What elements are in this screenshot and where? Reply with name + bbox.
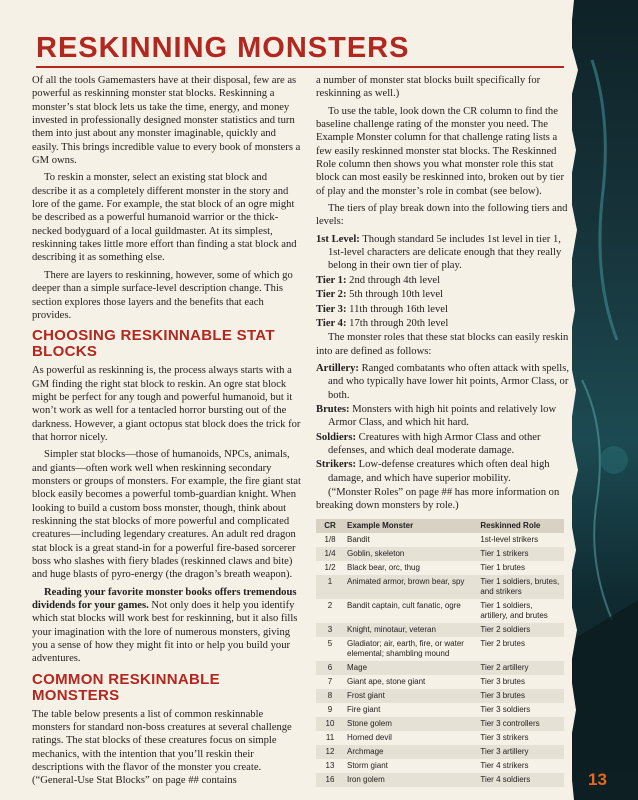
tier-item: [316, 317, 571, 330]
page-number: 13: [588, 770, 607, 789]
tier-label: Tier 3:: [316, 303, 347, 315]
intro-paragraph: Of all the tools Gamemasters have at their disposal, few are as powerful as reskinning monster stat blocks. Reskinning a monster’s stat block lets us take the time, energy, and money invested in professionally designed monster statistics and turn them into just about any monster imaginable, quickly and easily. This brings incredible value to every book of monsters a GM owns.: [32, 75, 301, 167]
tier-label: Tier 4:: [316, 317, 347, 329]
table-row: [316, 575, 564, 599]
table-row: [316, 599, 564, 623]
tier-list: [316, 233, 571, 330]
cell-example-monster: Horned devil: [347, 732, 392, 742]
cell-cr: 9: [327, 704, 333, 714]
cell-example-monster: Frost giant: [344, 689, 477, 703]
role-label: Brutes:: [316, 403, 350, 415]
role-item: [316, 458, 571, 485]
header-example-monster: Example Monster: [344, 519, 477, 533]
common-paragraph: The table below presents a list of common reskinnable monsters for standard non-boss creatures at several challenge ratings. The stat blocks of these creatures focus on simple mechanics, with the intention that you’ll reskin their descriptions with the flavor of the monster you create. (“General-Use Stat Blocks” on page ## contains: [32, 708, 292, 787]
reading-paragraph: [32, 586, 302, 666]
cell-reskinned-role: Tier 2 artillery: [477, 661, 564, 675]
cell-cr: 1: [316, 575, 344, 599]
role-item: [316, 362, 571, 402]
cell-reskinned-role: Tier 1 brutes: [480, 562, 525, 572]
cell-cr: 10: [316, 717, 344, 731]
cell-cr: 5: [327, 638, 333, 648]
cell-cr: 11: [325, 732, 335, 742]
cell-reskinned-role: Tier 1 soldiers, brutes, and strikers: [477, 575, 564, 599]
section-heading-choosing: CHOOSING RESKINNABLE STAT BLOCKS: [32, 327, 275, 361]
cell-cr: 7: [327, 676, 333, 686]
cell-cr: 2: [327, 600, 333, 610]
cell-reskinned-role: Tier 2 brutes: [480, 638, 525, 648]
cell-cr: 1/4: [316, 547, 344, 561]
cell-example-monster: Fire giant: [347, 704, 381, 714]
tier-item: [316, 288, 571, 301]
cell-cr: 6: [316, 661, 344, 675]
table-row: [316, 661, 564, 675]
roles-intro-paragraph: The monster roles that these stat blocks can easily reskin into are defined as follows:: [316, 332, 569, 357]
cell-example-monster: Giant ape, stone giant: [347, 676, 426, 686]
cell-cr: 12: [316, 745, 344, 759]
reskin-paragraph: To reskin a monster, select an existing stat block and describe it as a completely different monster in the story and lore of the game. For example, the stat block of an ogre might be described as a powerful humanoid warrior or the thick-necked bodyguard of a local guildmaster. At its simplest, reskinning takes little more effort than finding a stat block and describing it as something else.: [32, 172, 297, 264]
tier-item: [316, 233, 571, 273]
page-title: RESKINNING MONSTERS: [36, 32, 410, 64]
cell-reskinned-role: Tier 4 soldiers: [477, 773, 564, 787]
cell-example-monster: Stone golem: [344, 717, 477, 731]
table-row: [316, 623, 564, 637]
cell-reskinned-role: Tier 3 strikers: [480, 732, 529, 742]
cell-reskinned-role: Tier 3 artillery: [477, 745, 564, 759]
cell-cr: 1/8: [324, 534, 336, 544]
cell-example-monster: Black bear, orc, thug: [347, 562, 420, 572]
role-label: Artillery:: [316, 362, 359, 374]
monster-table: [316, 519, 564, 787]
simpler-paragraph: Simpler stat blocks—those of humanoids, NPCs, animals, and giants—often work well when reskinning secondary monsters or groups of monsters. For example, the fire giant stat block easily becomes a powerful tomb-guardian knight. When looking to build a custom boss monster, though, think about reskinning the stat blocks of more powerful and complicated creatures—including legendary creatures. An adult red dragon stat block is a great stand-in for a powerful fire-based sorcerer boss who slashes with fiery blades (reskinned claws and bite) and huge blasts of pyro-energy (the dragon’s breath weapon).: [32, 449, 301, 581]
role-item: [316, 431, 571, 458]
cell-reskinned-role: Tier 3 soldiers: [480, 704, 531, 714]
table-row: [316, 689, 564, 703]
left-column: [32, 74, 302, 792]
table-row: [316, 731, 564, 745]
cell-reskinned-role: Tier 3 controllers: [477, 717, 564, 731]
cell-example-monster: Storm giant: [347, 760, 388, 770]
layers-paragraph: There are layers to reskinning, however, some of which go deeper than a simple surface-level description change. This section explores those layers and the benefits that each provides.: [32, 269, 293, 321]
cell-example-monster: Gladiator; air, earth, fire, or water elemental; shambling mound: [347, 638, 464, 658]
tier-text: Though standard 5e includes 1st level in tier 1, 1st-level characters are delicate enough that they really belong in their own tier of play.: [328, 233, 562, 272]
table-row: [316, 547, 564, 561]
cell-example-monster: Animated armor, brown bear, spy: [344, 575, 477, 599]
tier-label: 1st Level:: [316, 233, 360, 245]
roles-note-paragraph: (“Monster Roles” on page ## has more information on breaking down monsters by role.): [316, 486, 560, 512]
role-list: [316, 362, 571, 485]
cell-reskinned-role: Tier 1 soldiers, artillery, and brutes: [480, 600, 548, 620]
choosing-paragraph: As powerful as reskinning is, the process always starts with a GM finding the right stat block to reskin. An ogre stat block might be perfect for any tough and powerful humanoid, but it won’t work as well for a tentacled horror bursting out of the darkness. However, a giant octopus stat block does the trick for that horror nicely.: [32, 365, 301, 443]
table-row: [316, 561, 564, 575]
cell-example-monster: Bandit captain, cult fanatic, ogre: [347, 600, 461, 610]
tier-item: [316, 274, 571, 287]
cell-cr: 8: [316, 689, 344, 703]
cell-example-monster: Knight, minotaur, veteran: [344, 623, 477, 637]
reading-rest: Not only does it help you identify which stat blocks will work best for reskinning, but it also fills your imagination with the lore of numerous monsters, giving you a sense of how they might fit into or help you build your adventures.: [32, 600, 298, 665]
cell-reskinned-role: Tier 3 brutes: [477, 689, 564, 703]
table-row: [316, 717, 564, 731]
cell-cr: 3: [316, 623, 344, 637]
cell-reskinned-role: Tier 1 strikers: [477, 547, 564, 561]
title-rule: [36, 66, 564, 68]
table-usage-paragraph: To use the table, look down the CR column to find the baseline challenge rating of the monster you need. The Example Monster column for that challenge rating lists a few easily reskinned monster stat blocks. The Reskinned Role column then shows you what monster role this stat block can most easily be reskinned into, broken out by tier of play and the monster’s role in combat (see below).: [316, 105, 565, 197]
cell-reskinned-role: 1st-level strikers: [480, 534, 539, 544]
table-row: [316, 675, 564, 689]
table-header-row: [316, 519, 564, 533]
role-text: Monsters with high hit points and relatively low Armor Class, and which hit hard.: [328, 403, 557, 429]
table-row: [316, 759, 564, 773]
table-body: [316, 533, 564, 787]
reading-bold-lead: Reading your favorite monster books offers tremendous dividends for your games.: [32, 586, 297, 612]
table-row: [316, 637, 564, 661]
tier-text: 5th through 10th level: [346, 289, 444, 301]
right-column: [316, 74, 571, 787]
header-reskinned-role: Reskinned Role: [477, 519, 564, 533]
role-label: Strikers:: [316, 459, 357, 471]
cell-example-monster: Iron golem: [344, 773, 477, 787]
tiers-intro-paragraph: The tiers of play break down into the following tiers and levels:: [316, 203, 568, 228]
tier-label: Tier 1:: [316, 274, 347, 286]
tier-text: 11th through 16th level: [346, 303, 448, 315]
table-row: [316, 745, 564, 759]
tier-label: Tier 2:: [316, 289, 347, 301]
header-cr: CR: [316, 519, 344, 533]
role-item: [316, 403, 571, 430]
table-row: [316, 533, 564, 547]
cell-reskinned-role: Tier 3 brutes: [480, 676, 525, 686]
tier-text: 2nd through 4th level: [346, 274, 441, 286]
section-heading-common: COMMON RESKINNABLE MONSTERS: [32, 670, 220, 704]
role-text: Creatures with high Armor Class and other defenses, and which deal moderate damage.: [328, 431, 541, 456]
cell-cr: 1/2: [324, 562, 336, 572]
cell-reskinned-role: Tier 2 soldiers: [477, 623, 564, 637]
cell-cr: 13: [325, 760, 335, 770]
cell-example-monster: Archmage: [344, 745, 477, 759]
role-text: Low-defense creatures which often deal high damage, and which have superior mobility.: [328, 459, 550, 484]
tier-text: 17th through 20th level: [346, 317, 449, 329]
role-text: Ranged combatants who often attack with spells, and who typically have lower hit points, Armor Class, or both.: [328, 362, 570, 401]
table-row: [316, 773, 564, 787]
cell-reskinned-role: Tier 4 strikers: [480, 760, 529, 770]
cell-example-monster: Goblin, skeleton: [344, 547, 477, 561]
cell-cr: 16: [316, 773, 344, 787]
continued-paragraph: a number of monster stat blocks built specifically for reskinning as well.): [316, 75, 541, 100]
table-row: [316, 703, 564, 717]
tier-item: [316, 303, 571, 316]
cell-example-monster: Bandit: [347, 534, 370, 544]
cell-example-monster: Mage: [344, 661, 477, 675]
role-label: Soldiers:: [316, 431, 357, 443]
